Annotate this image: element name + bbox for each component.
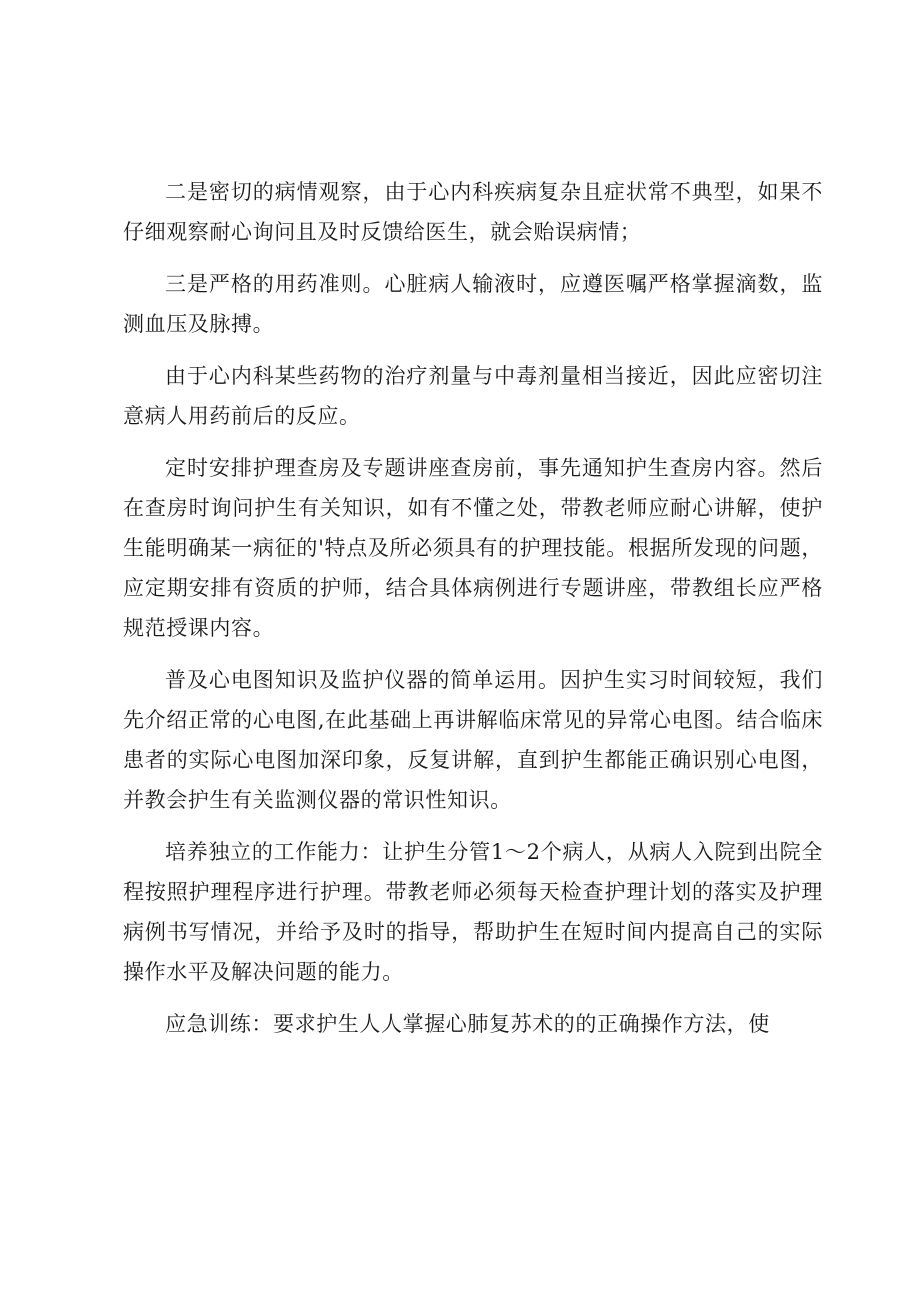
paragraph-7: 应急训练：要求护生人人掌握心肺复苏术的的正确操作方法，使: [165, 1012, 770, 1036]
paragraph-1: 二是密切的病情观察，由于心内科疾病复杂且症状常不典型，如果不仔细观察耐心询问且及时反馈给医生，就会贻误病情；: [123, 180, 823, 244]
paragraph-3: 由于心内科某些药物的治疗剂量与中毒剂量相当接近，因此应密切注意病人用药前后的反应。: [123, 364, 823, 428]
paragraph-5: 普及心电图知识及监护仪器的简单运用。因护生实习时间较短，我们先介绍正常的心电图,在此基础上再讲解临床常见的异常心电图。结合临床患者的实际心电图加深印象，反复讲解，直到护生都能正确识别心电图，并教会护生有关监测仪器的常识性知识。: [123, 668, 823, 812]
paragraph-6: 培养独立的工作能力：让护生分管1～2个病人，从病人入院到出院全程按照护理程序进行护理。带教老师必须每天检查护理计划的落实及护理病例书写情况，并给予及时的指导，帮助护生在短时间内提高自己的实际操作水平及解决问题的能力。: [123, 840, 823, 984]
paragraph-4: 定时安排护理查房及专题讲座查房前，事先通知护生查房内容。然后在查房时询问护生有关知识，如有不懂之处，带教老师应耐心讲解，使护生能明确某一病征的'特点及所必须具有的护理技能。根据所发现的问题，应定期安排有资质的护师，结合具体病例进行专题讲座，带教组长应严格规范授课内容。: [123, 456, 823, 640]
paragraph-2: 三是严格的用药准则。心脏病人输液时，应遵医嘱严格掌握滴数，监测血压及脉搏。: [123, 272, 823, 336]
document-body: [123, 172, 823, 1056]
